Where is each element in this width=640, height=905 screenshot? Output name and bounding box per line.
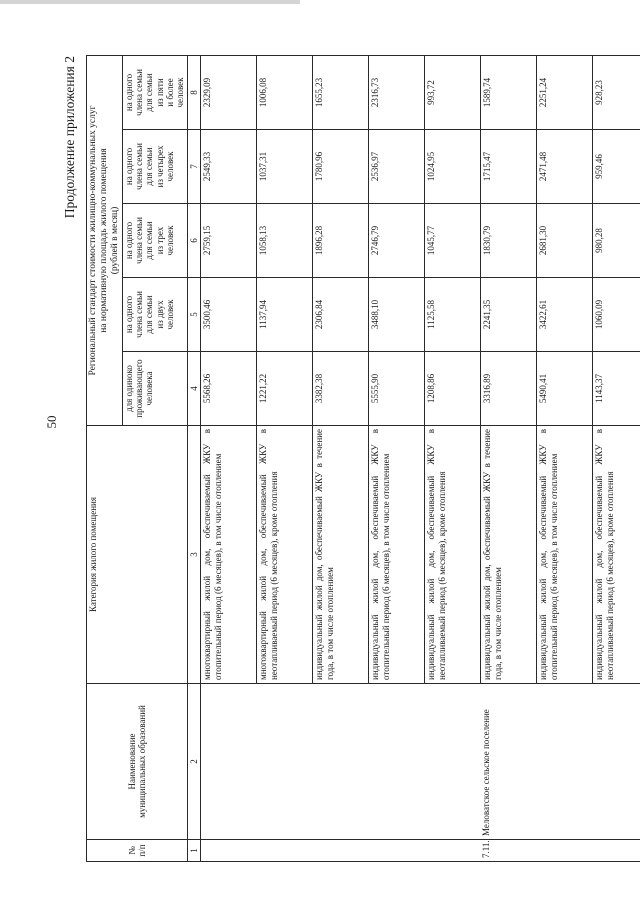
municipality-name [368,684,424,840]
subheader-cell [122,352,187,426]
cost-value: 1208,86 [424,352,480,426]
cost-value: 3500,46 [200,278,256,352]
subheader-label: на одного члена семьи для семьи из четырех человек [123,143,176,190]
cost-value: 3488,10 [368,278,424,352]
cost-value: 2306,84 [312,278,368,352]
cost-value: 2329,09 [200,55,256,129]
cost-value: 1045,77 [424,204,480,278]
housing-category: индивидуальный жилой дом, обеспечиваемый ЖКУ в течение года, в том числе отоплением [480,426,536,684]
column-number: 6 [187,204,200,278]
municipality-name [200,684,256,840]
cost-value: 1125,58 [424,278,480,352]
subheader-cell [122,204,187,278]
cost-value: 5555,90 [368,352,424,426]
cost-value: 1780,96 [312,130,368,204]
cost-value: 3316,89 [480,352,536,426]
cost-value: 1655,23 [312,55,368,129]
table-row [368,55,424,861]
cost-value: 959,46 [592,130,640,204]
table-row [312,55,368,861]
housing-category: индивидуальный жилой дом, обеспечиваемый ЖКУ в отопительный период (6 месяцев), в том числе отоплением [368,426,424,684]
cost-value: 2759,15 [200,204,256,278]
table-body [200,55,640,861]
header-group-label: Региональный стандарт стоимости жилищно-коммунальных услуг на нормативную площадь жилого помещения (рублей в месяц) [88,105,120,376]
cost-value: 2471,48 [536,130,592,204]
row-number: 7.11. [480,840,536,862]
cost-value: 1589,74 [480,55,536,129]
cost-value: 1221,22 [256,352,312,426]
municipality-name [256,684,312,840]
header-number [87,840,188,862]
column-number: 1 [187,840,200,862]
column-number: 4 [187,352,200,426]
table-row [480,55,536,861]
housing-cost-table [86,55,640,862]
cost-value: 1830,79 [480,204,536,278]
top-scan-line [0,0,300,4]
cost-value: 980,28 [592,204,640,278]
rotated-page-content [62,48,615,868]
cost-value: 1896,28 [312,204,368,278]
cost-value: 2241,35 [480,278,536,352]
cost-value: 5490,41 [536,352,592,426]
subheader-label: на одного члена семьи для семьи из двух человек [123,291,176,338]
cost-value: 2251,24 [536,55,592,129]
header-number-label: № п/п [126,844,147,857]
cost-value: 2549,33 [200,130,256,204]
cost-value: 1037,31 [256,130,312,204]
header-municipality-label: Наименование муниципальных образований [126,705,147,818]
header-category-label: Категория жилого помещения [88,496,98,613]
page-number: 50 [44,415,59,429]
column-number: 5 [187,278,200,352]
cost-value: 1060,09 [592,278,640,352]
housing-category: многоквартирный жилой дом, обеспечиваемый ЖКУ в отопительный период (6 месяцев), в том числе отоплением [200,426,256,684]
cost-value: 2316,73 [368,55,424,129]
table-row [424,55,480,861]
housing-category: многоквартирный жилой дом, обеспечиваемый ЖКУ в неотапливаемый период (6 месяцев), кроме отопления [256,426,312,684]
cost-value: 1058,13 [256,204,312,278]
municipality-name [592,684,640,840]
subheader-cell [122,130,187,204]
header-category [87,426,188,684]
column-number: 7 [187,130,200,204]
table-row [536,55,592,861]
table-row [592,55,640,861]
row-number [200,840,256,862]
subheader-label: на одного члена семьи для семьи из трех человек [123,217,176,264]
cost-value: 3382,38 [312,352,368,426]
cost-value: 2681,30 [536,204,592,278]
row-number [312,840,368,862]
appendix-title: Продолжение приложения 2 [62,56,77,219]
column-number: 2 [187,684,200,840]
table-row [256,55,312,861]
housing-category: индивидуальный жилой дом, обеспечиваемый ЖКУ в неотапливаемый период (6 месяцев), кроме отопления [424,426,480,684]
table-row [200,55,256,861]
cost-value: 1143,37 [592,352,640,426]
column-number: 3 [187,426,200,684]
municipality-name: Меловатское сельское поселение [480,684,536,840]
cost-value: 1715,47 [480,130,536,204]
housing-category: индивидуальный жилой дом, обеспечиваемый ЖКУ в неотапливаемый период (6 месяцев), кроме отопления [592,426,640,684]
cost-value: 1024,95 [424,130,480,204]
column-numbers-row [187,55,200,861]
column-number: 8 [187,55,200,129]
municipality-name [424,684,480,840]
subheader-label: для одиноко проживающего человека [123,359,155,418]
row-number [592,840,640,862]
cost-value: 993,72 [424,55,480,129]
cost-value: 3422,61 [536,278,592,352]
cost-value: 928,23 [592,55,640,129]
subheader-cell [122,278,187,352]
cost-value: 1137,94 [256,278,312,352]
subheader-label: на одного члена семьи для семьи из пяти и более человек [123,69,186,116]
housing-category: индивидуальный жилой дом, обеспечиваемый ЖКУ в отопительный период (6 месяцев), в том числе отоплением [536,426,592,684]
row-number [256,840,312,862]
row-number [424,840,480,862]
header-municipality [87,684,188,840]
cost-value: 2536,97 [368,130,424,204]
housing-category: индивидуальный жилой дом, обеспечиваемый ЖКУ в течение года, в том числе отоплением [312,426,368,684]
header-group [87,55,123,425]
municipality-name [312,684,368,840]
municipality-name [536,684,592,840]
row-number [536,840,592,862]
cost-value: 2746,79 [368,204,424,278]
subheader-cell [122,55,187,129]
row-number [368,840,424,862]
cost-value: 1006,08 [256,55,312,129]
cost-value: 5568,26 [200,352,256,426]
